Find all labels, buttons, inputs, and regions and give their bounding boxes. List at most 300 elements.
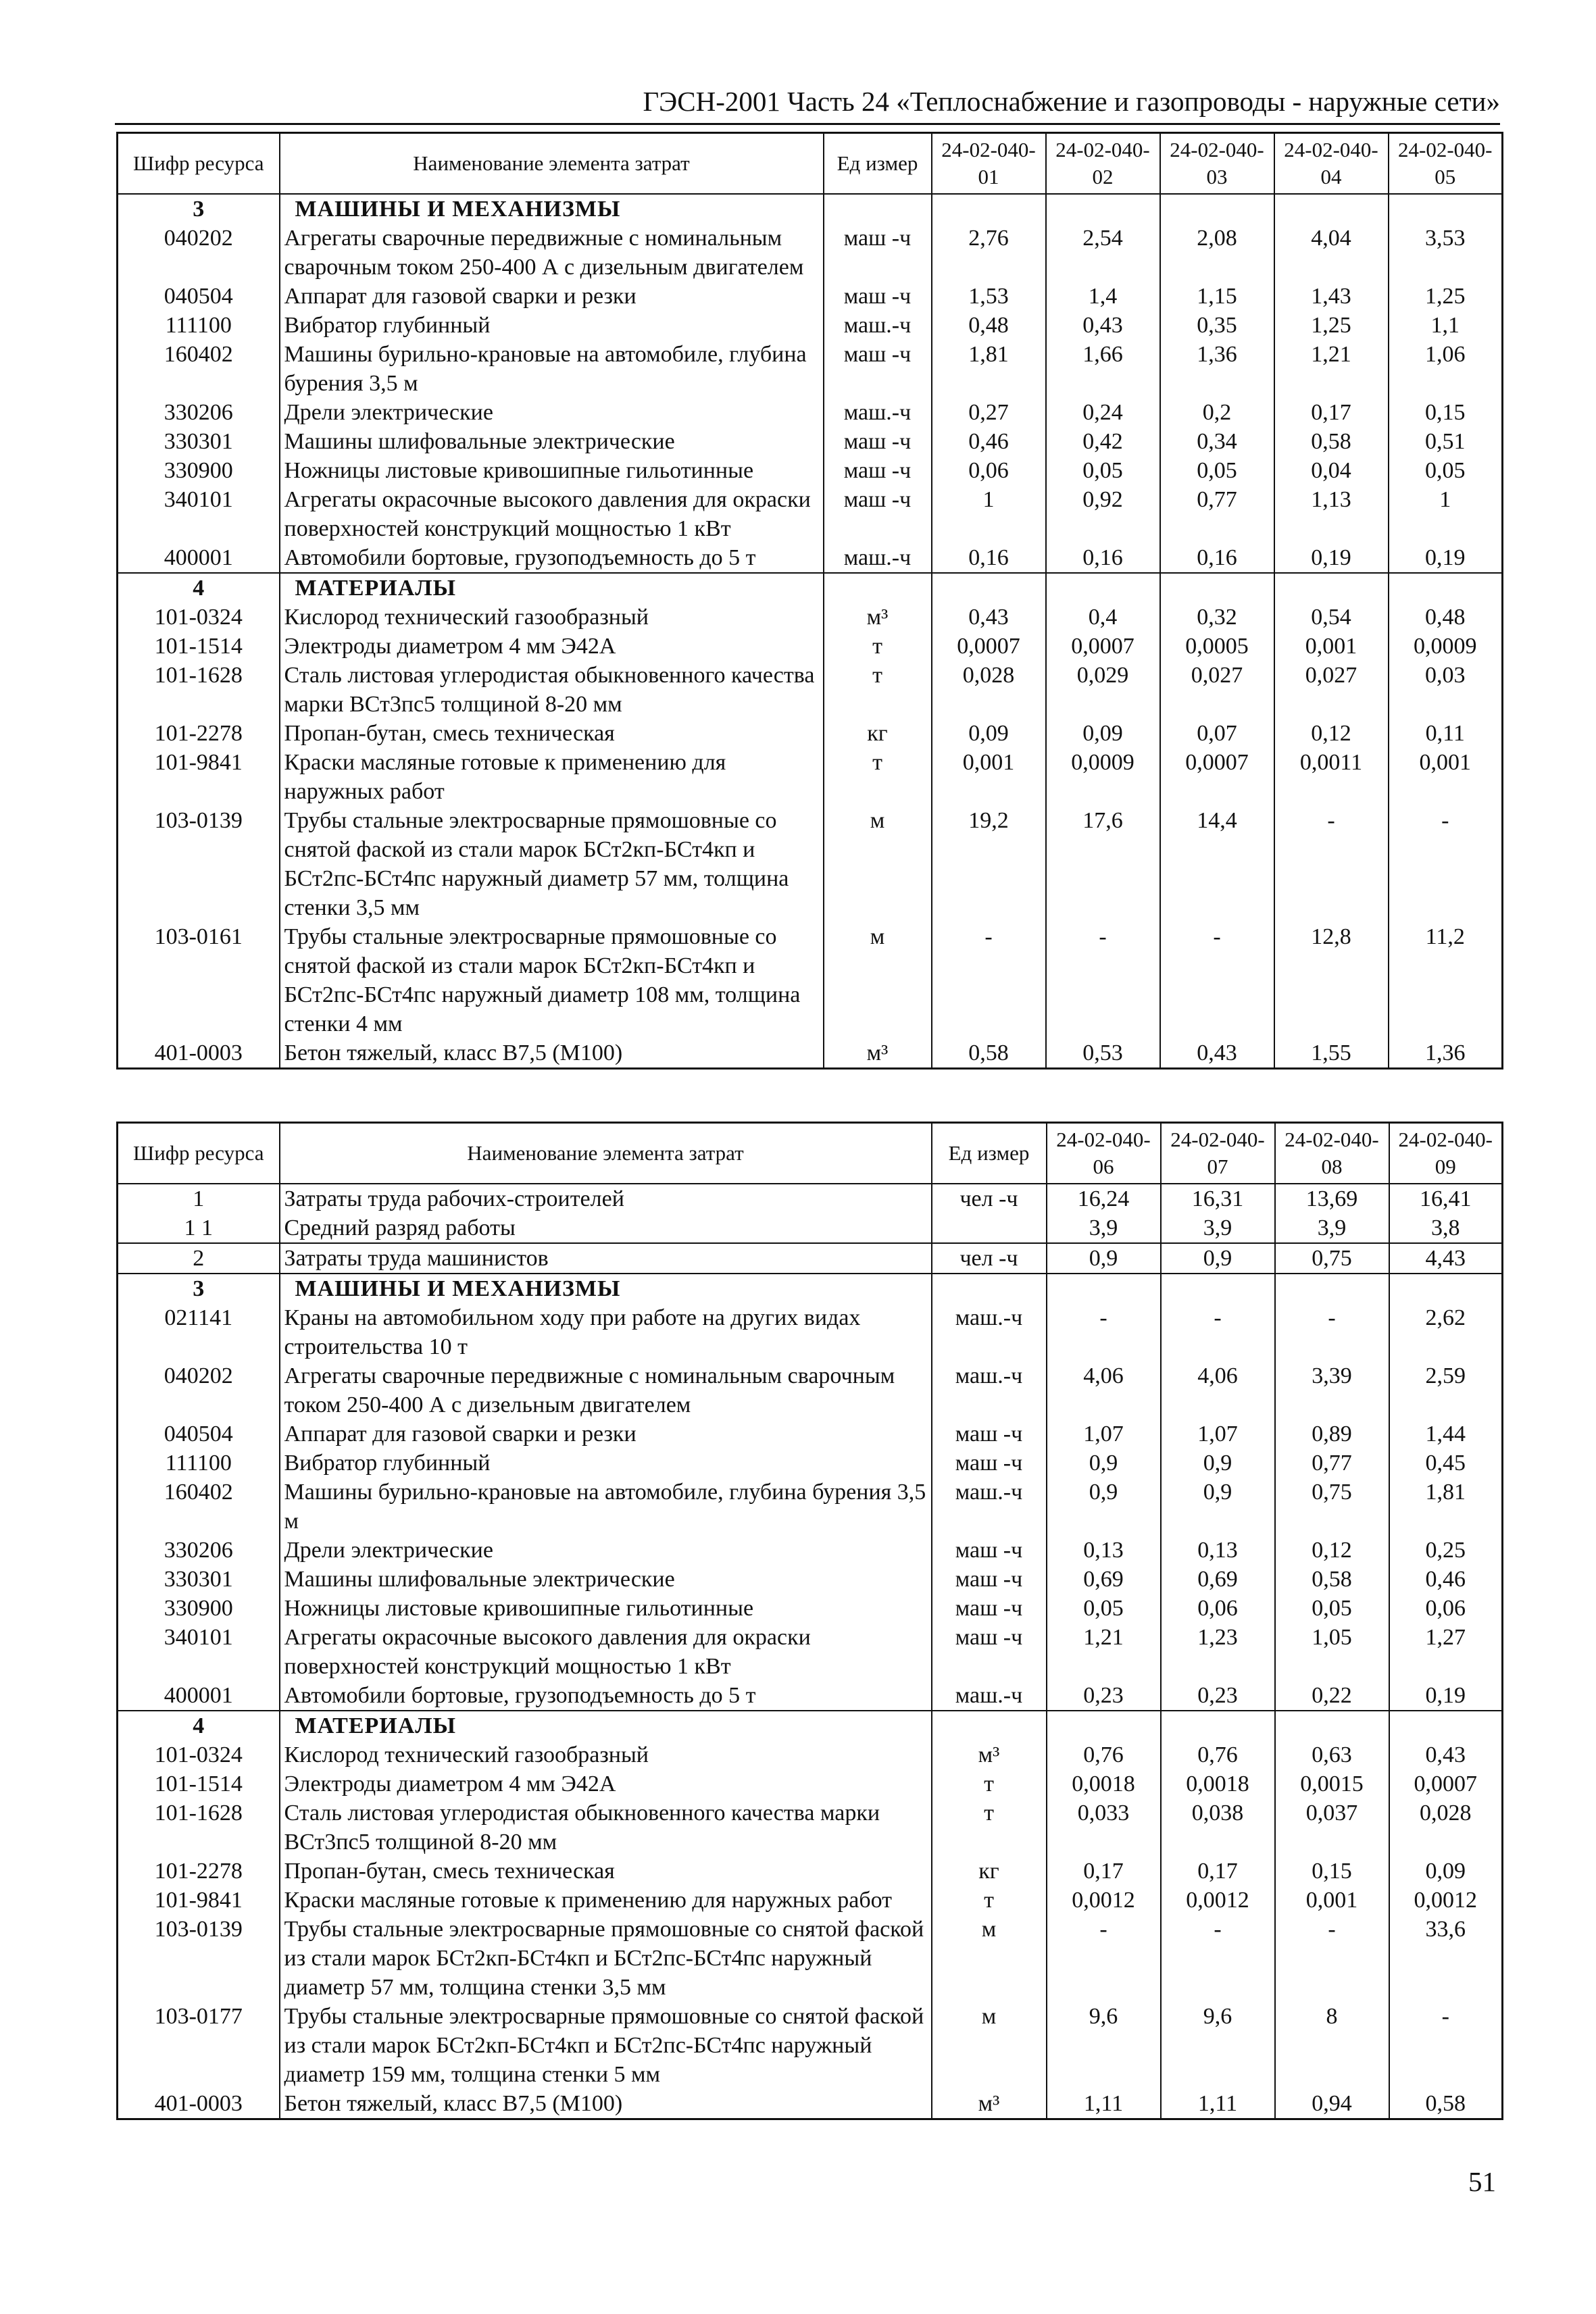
resource-value: 0,03 [1389, 661, 1503, 719]
table-row [118, 224, 1503, 282]
resource-value: 0,0007 [1046, 632, 1160, 661]
resource-value: 0,48 [1389, 603, 1503, 632]
resource-unit: маш -ч [932, 1565, 1047, 1594]
resource-value: 1,06 [1389, 340, 1503, 398]
resource-code: 330301 [118, 427, 280, 456]
resource-value: 0,45 [1389, 1449, 1503, 1478]
header-col: 24-02-040-04 [1274, 133, 1389, 195]
table-row [118, 1594, 1503, 1623]
resource-value: 0,75 [1275, 1478, 1389, 1536]
resource-value: 1,44 [1389, 1419, 1503, 1449]
resource-name: Краски масляные готовые к применению для наружных работ [280, 748, 824, 806]
resource-value: 0,11 [1389, 719, 1503, 748]
resource-value: 0,43 [1389, 1740, 1503, 1769]
resource-value [1389, 1711, 1503, 1740]
resource-value: 0,54 [1274, 603, 1389, 632]
resource-name: Вибратор глубинный [280, 1449, 932, 1478]
table-row [118, 1681, 1503, 1711]
resource-value: 0,89 [1275, 1419, 1389, 1449]
resource-value: 0,2 [1160, 398, 1274, 427]
resource-value [1161, 1711, 1275, 1740]
resource-value: 16,24 [1047, 1184, 1161, 1213]
header-col: 24-02-040-02 [1046, 133, 1160, 195]
resource-code: 330206 [118, 398, 280, 427]
resource-value: 0,16 [932, 543, 1046, 573]
resource-value: 13,69 [1275, 1184, 1389, 1213]
table-row [118, 1623, 1503, 1681]
resource-name: Трубы стальные электросварные прямошовные со снятой фаской из стали марок БСт2кп-БСт4кп и БСт2пс-БСт4пс наружный диаметр 108 мм, толщина стенки 4 мм [280, 922, 824, 1038]
resource-value [1275, 1711, 1389, 1740]
table-row [118, 748, 1503, 806]
table-row [118, 1857, 1503, 1886]
resource-value: 0,0007 [1160, 748, 1274, 806]
resource-unit: т [824, 661, 932, 719]
resource-value: - [932, 922, 1046, 1038]
resource-name: Пропан-бутан, смесь техническая [280, 1857, 932, 1886]
table-row [118, 485, 1503, 543]
resource-value: 2,76 [932, 224, 1046, 282]
resource-unit: маш -ч [932, 1594, 1047, 1623]
resource-value [1046, 573, 1160, 603]
resource-unit: маш -ч [824, 485, 932, 543]
resource-value: 16,41 [1389, 1184, 1503, 1213]
resource-name: Автомобили бортовые, грузоподъемность до 5 т [280, 1681, 932, 1711]
resource-unit: т [932, 1799, 1047, 1857]
resource-unit: маш -ч [824, 427, 932, 456]
resource-value: 19,2 [932, 806, 1046, 922]
resource-value: 1,21 [1274, 340, 1389, 398]
resource-value: 0,16 [1046, 543, 1160, 573]
table-row [118, 1478, 1503, 1536]
resource-value [1275, 1274, 1389, 1303]
resource-unit: м [932, 2002, 1047, 2089]
resource-value: 1,1 [1389, 311, 1503, 340]
table-row [118, 543, 1503, 573]
resource-unit: м³ [824, 603, 932, 632]
resource-value: 0,58 [1389, 2089, 1503, 2119]
resource-value: 0,58 [1274, 427, 1389, 456]
resource-value: 0,35 [1160, 311, 1274, 340]
resource-code: 330900 [118, 1594, 280, 1623]
resource-unit [824, 194, 932, 224]
resource-code: 101-0324 [118, 603, 280, 632]
resource-value: 0,51 [1389, 427, 1503, 456]
resource-value: 0,19 [1389, 543, 1503, 573]
resource-value: 0,05 [1275, 1594, 1389, 1623]
table-row [118, 922, 1503, 1038]
resource-value: 16,31 [1161, 1184, 1275, 1213]
resource-name: Кислород технический газообразный [280, 603, 824, 632]
resource-unit: маш -ч [824, 340, 932, 398]
resource-value: 1,11 [1161, 2089, 1275, 2119]
resource-unit: чел -ч [932, 1243, 1047, 1274]
page-header [115, 81, 1500, 125]
resource-value [1274, 573, 1389, 603]
table-row [118, 1799, 1503, 1857]
resource-code: 040202 [118, 224, 280, 282]
resource-value: 8 [1275, 2002, 1389, 2089]
resource-value: 0,63 [1275, 1740, 1389, 1769]
resource-unit: м [824, 806, 932, 922]
resource-unit: м [824, 922, 932, 1038]
resource-code: 101-1514 [118, 632, 280, 661]
page-header-title: ГЭСН-2001 Часть 24 «Теплоснабжение и газопроводы - наружные сети» [643, 86, 1500, 117]
resource-value: - [1275, 1915, 1389, 2002]
resource-unit: маш -ч [932, 1623, 1047, 1681]
resource-value: 0,94 [1275, 2089, 1389, 2119]
resource-value: 0,0007 [932, 632, 1046, 661]
resource-code: 040504 [118, 1419, 280, 1449]
resource-value: 0,05 [1047, 1594, 1161, 1623]
resource-unit: кг [932, 1857, 1047, 1886]
resource-unit: т [932, 1769, 1047, 1799]
resource-name: Машины бурильно-крановые на автомобиле, глубина бурения 3,5 м [280, 1478, 932, 1536]
resource-value: 0,0018 [1161, 1769, 1275, 1799]
resource-value: 0,12 [1274, 719, 1389, 748]
resource-value [932, 194, 1046, 224]
resource-value: 0,0015 [1275, 1769, 1389, 1799]
resource-unit: маш.-ч [932, 1303, 1047, 1361]
resource-value: 0,42 [1046, 427, 1160, 456]
resource-name: Агрегаты сварочные передвижные с номинальным сварочным током 250-400 А с дизельным двигателем [280, 224, 824, 282]
resource-unit: маш.-ч [932, 1681, 1047, 1711]
resource-name: Средний разряд работы [280, 1213, 932, 1243]
resource-name: Дрели электрические [280, 398, 824, 427]
resource-value: 0,0018 [1047, 1769, 1161, 1799]
resource-code: 340101 [118, 485, 280, 543]
table-row [118, 282, 1503, 311]
resource-value [1046, 194, 1160, 224]
resource-value: 1,15 [1160, 282, 1274, 311]
resource-value: 1,13 [1274, 485, 1389, 543]
resource-value: 3,8 [1389, 1213, 1503, 1243]
header-unit: Ед измер [824, 133, 932, 195]
resource-unit: маш -ч [824, 224, 932, 282]
resource-value: 0,0009 [1389, 632, 1503, 661]
resource-value: - [1160, 922, 1274, 1038]
resource-value: 9,6 [1161, 2002, 1275, 2089]
resource-value: 3,39 [1275, 1361, 1389, 1419]
table-row [118, 1536, 1503, 1565]
resource-value: 0,027 [1274, 661, 1389, 719]
resource-name: Кислород технический газообразный [280, 1740, 932, 1769]
resource-value: 0,9 [1047, 1478, 1161, 1536]
resource-value: 1,05 [1275, 1623, 1389, 1681]
resource-value: - [1046, 922, 1160, 1038]
table-row [118, 1419, 1503, 1449]
resource-value: 1,43 [1274, 282, 1389, 311]
resource-unit: маш -ч [932, 1419, 1047, 1449]
resource-code: 101-9841 [118, 748, 280, 806]
header-col: 24-02-040-07 [1161, 1123, 1275, 1184]
resource-value [1161, 1274, 1275, 1303]
resource-code: 103-0139 [118, 1915, 280, 2002]
resource-value: 0,22 [1275, 1681, 1389, 1711]
resource-value: 0,12 [1275, 1536, 1389, 1565]
resource-value: 0,9 [1047, 1449, 1161, 1478]
resource-unit [932, 1213, 1047, 1243]
table-row [118, 1361, 1503, 1419]
resource-unit: кг [824, 719, 932, 748]
resource-value: 0,92 [1046, 485, 1160, 543]
resource-code: 330206 [118, 1536, 280, 1565]
section-row [118, 1274, 1503, 1303]
table-2-header [118, 1123, 1503, 1184]
resource-value: 0,43 [1160, 1038, 1274, 1069]
resource-value: - [1047, 1915, 1161, 2002]
resource-value [1047, 1711, 1161, 1740]
resource-value: 1 [932, 485, 1046, 543]
resource-value [1160, 194, 1274, 224]
resource-value: 4,43 [1389, 1243, 1503, 1274]
table-row [118, 1184, 1503, 1213]
resource-value: 0,23 [1047, 1681, 1161, 1711]
resource-unit: м [932, 1915, 1047, 2002]
resource-value: 0,19 [1389, 1681, 1503, 1711]
resource-value: 3,53 [1389, 224, 1503, 282]
header-col: 24-02-040-01 [932, 133, 1046, 195]
resource-code: 1 1 [118, 1213, 280, 1243]
header-col: 24-02-040-08 [1275, 1123, 1389, 1184]
resource-name: Краски масляные готовые к применению для наружных работ [280, 1886, 932, 1915]
resource-name: Аппарат для газовой сварки и резки [280, 1419, 932, 1449]
resource-value: 0,027 [1160, 661, 1274, 719]
resource-value: 0,17 [1274, 398, 1389, 427]
resource-value: 1,27 [1389, 1623, 1503, 1681]
resource-value: - [1275, 1303, 1389, 1361]
resource-value: 17,6 [1046, 806, 1160, 922]
resource-value: 0,05 [1160, 456, 1274, 485]
page-number: 51 [1468, 2166, 1496, 2197]
resource-value: 1,07 [1047, 1419, 1161, 1449]
resource-value [932, 573, 1046, 603]
resource-value: 0,13 [1047, 1536, 1161, 1565]
resource-name: МАШИНЫ И МЕХАНИЗМЫ [280, 1274, 932, 1303]
resource-value: 0,029 [1046, 661, 1160, 719]
resource-value: - [1047, 1303, 1161, 1361]
resource-value: 0,76 [1161, 1740, 1275, 1769]
resource-value: 0,001 [1389, 748, 1503, 806]
resource-name: Автомобили бортовые, грузоподъемность до 5 т [280, 543, 824, 573]
resource-value: 0,033 [1047, 1799, 1161, 1857]
resource-value: - [1389, 2002, 1503, 2089]
resource-value: 0,9 [1047, 1243, 1161, 1274]
resource-unit: чел -ч [932, 1184, 1047, 1213]
table-row [118, 806, 1503, 922]
resource-value: 0,037 [1275, 1799, 1389, 1857]
resource-value: 3,9 [1161, 1213, 1275, 1243]
resource-code: 330900 [118, 456, 280, 485]
table-row [118, 632, 1503, 661]
resource-value: 0,0009 [1046, 748, 1160, 806]
resource-value: 0,16 [1160, 543, 1274, 573]
resource-value: 1,53 [932, 282, 1046, 311]
table-row [118, 1915, 1503, 2002]
resource-code: 400001 [118, 543, 280, 573]
resource-unit: маш.-ч [824, 311, 932, 340]
resource-value: - [1161, 1303, 1275, 1361]
header-name: Наименование элемента затрат [280, 1123, 932, 1184]
resource-value [1389, 194, 1503, 224]
resource-code: 040202 [118, 1361, 280, 1419]
resource-unit: маш -ч [932, 1449, 1047, 1478]
header-col: 24-02-040-05 [1389, 133, 1503, 195]
resource-name: Затраты труда рабочих-строителей [280, 1184, 932, 1213]
resource-code: 4 [118, 573, 280, 603]
resource-value: 0,43 [1046, 311, 1160, 340]
section-row [118, 194, 1503, 224]
resource-value: 0,4 [1046, 603, 1160, 632]
resource-value: 1,25 [1274, 311, 1389, 340]
table-row [118, 1740, 1503, 1769]
resource-unit: маш -ч [932, 1536, 1047, 1565]
header-col: 24-02-040-09 [1389, 1123, 1503, 1184]
resource-value: 0,15 [1389, 398, 1503, 427]
resource-code: 401-0003 [118, 1038, 280, 1069]
resource-name: Машины шлифовальные электрические [280, 1565, 932, 1594]
resource-value: 0,07 [1160, 719, 1274, 748]
resource-value: 0,23 [1161, 1681, 1275, 1711]
resource-value: 0,0011 [1274, 748, 1389, 806]
header-code: Шифр ресурса [118, 133, 280, 195]
resource-value: 0,24 [1046, 398, 1160, 427]
table-row [118, 340, 1503, 398]
header-col: 24-02-040-06 [1047, 1123, 1161, 1184]
table-row [118, 1886, 1503, 1915]
resource-value: 3,9 [1275, 1213, 1389, 1243]
resource-value: 12,8 [1274, 922, 1389, 1038]
resource-value: 0,06 [932, 456, 1046, 485]
resource-value: - [1161, 1915, 1275, 2002]
resource-code: 4 [118, 1711, 280, 1740]
resource-value: 0,04 [1274, 456, 1389, 485]
resource-value: 0,9 [1161, 1478, 1275, 1536]
resource-value: 0,028 [932, 661, 1046, 719]
resource-value: 0,09 [932, 719, 1046, 748]
header-unit: Ед измер [932, 1123, 1047, 1184]
resource-name: Ножницы листовые кривошипные гильотинные [280, 456, 824, 485]
table-1-header [118, 133, 1503, 195]
resource-code: 021141 [118, 1303, 280, 1361]
resource-unit: маш -ч [824, 456, 932, 485]
table-row [118, 1303, 1503, 1361]
resource-value: 0,0012 [1047, 1886, 1161, 1915]
resource-code: 2 [118, 1243, 280, 1274]
resource-name: Аппарат для газовой сварки и резки [280, 282, 824, 311]
resource-value: 0,06 [1389, 1594, 1503, 1623]
resource-unit [932, 1274, 1047, 1303]
resource-unit: маш.-ч [824, 398, 932, 427]
resource-code: 103-0161 [118, 922, 280, 1038]
resource-name: Электроды диаметром 4 мм Э42А [280, 632, 824, 661]
table-row [118, 1243, 1503, 1274]
section-row [118, 573, 1503, 603]
resource-value: 1,21 [1047, 1623, 1161, 1681]
resource-name: Затраты труда машинистов [280, 1243, 932, 1274]
table-row [118, 311, 1503, 340]
resource-name: Бетон тяжелый, класс В7,5 (М100) [280, 2089, 932, 2119]
resource-value: 0,32 [1160, 603, 1274, 632]
resource-code: 040504 [118, 282, 280, 311]
resource-value: 0,48 [932, 311, 1046, 340]
resource-value: 0,0007 [1389, 1769, 1503, 1799]
table-row [118, 427, 1503, 456]
resource-value [1274, 194, 1389, 224]
resource-value: 0,09 [1046, 719, 1160, 748]
resource-value: 0,43 [932, 603, 1046, 632]
resource-name: Трубы стальные электросварные прямошовные со снятой фаской из стали марок БСт2кп-БСт4кп и БСт2пс-БСт4пс наружный диаметр 159 мм, толщина стенки 5 мм [280, 2002, 932, 2089]
resource-value: 0,9 [1161, 1449, 1275, 1478]
header-col: 24-02-040-03 [1160, 133, 1274, 195]
resource-code: 103-0177 [118, 2002, 280, 2089]
resource-code: 101-1514 [118, 1769, 280, 1799]
resource-value: 1,36 [1160, 340, 1274, 398]
table-row [118, 1213, 1503, 1243]
resource-value: 0,05 [1389, 456, 1503, 485]
resource-code: 160402 [118, 1478, 280, 1536]
resource-value: 0,58 [1275, 1565, 1389, 1594]
resource-value: 0,15 [1275, 1857, 1389, 1886]
resource-value: 0,75 [1275, 1243, 1389, 1274]
resource-name: Дрели электрические [280, 1536, 932, 1565]
resource-value: 0,038 [1161, 1799, 1275, 1857]
table-row [118, 719, 1503, 748]
resource-unit: м³ [932, 2089, 1047, 2119]
resource-code: 101-1628 [118, 1799, 280, 1857]
resource-value: 1,36 [1389, 1038, 1503, 1069]
table-1-body [118, 194, 1503, 1069]
resource-value: 0,0012 [1389, 1886, 1503, 1915]
resource-value: 1,25 [1389, 282, 1503, 311]
resource-value: 0,06 [1161, 1594, 1275, 1623]
resource-value: 0,0005 [1160, 632, 1274, 661]
resource-value: 9,6 [1047, 2002, 1161, 2089]
resource-code: 330301 [118, 1565, 280, 1594]
resource-table-2 [116, 1122, 1503, 2120]
resource-value: 0,77 [1275, 1449, 1389, 1478]
resource-value: 4,06 [1047, 1361, 1161, 1419]
resource-value: 0,001 [1275, 1886, 1389, 1915]
resource-value: - [1389, 806, 1503, 922]
resource-value: 0,76 [1047, 1740, 1161, 1769]
resource-code: 101-2278 [118, 719, 280, 748]
resource-value: 11,2 [1389, 922, 1503, 1038]
table-row [118, 1449, 1503, 1478]
resource-value: 0,53 [1046, 1038, 1160, 1069]
table-row [118, 1769, 1503, 1799]
table-row [118, 603, 1503, 632]
table-row [118, 1038, 1503, 1069]
resource-value: 0,17 [1161, 1857, 1275, 1886]
resource-value: 0,27 [932, 398, 1046, 427]
resource-value [1389, 573, 1503, 603]
resource-name: Сталь листовая углеродистая обыкновенного качества марки ВСт3пс5 толщиной 8-20 мм [280, 1799, 932, 1857]
resource-value: 2,54 [1046, 224, 1160, 282]
resource-value: 0,46 [1389, 1565, 1503, 1594]
table-row [118, 398, 1503, 427]
resource-value: 0,028 [1389, 1799, 1503, 1857]
resource-name: Краны на автомобильном ходу при работе на других видах строительства 10 т [280, 1303, 932, 1361]
resource-name: Агрегаты окрасочные высокого давления для окраски поверхностей конструкций мощностью 1 кВт [280, 1623, 932, 1681]
resource-code: 160402 [118, 340, 280, 398]
table-row [118, 2089, 1503, 2119]
resource-value: 0,77 [1160, 485, 1274, 543]
resource-code: 401-0003 [118, 2089, 280, 2119]
resource-name: МАТЕРИАЛЫ [280, 573, 824, 603]
resource-value: 2,08 [1160, 224, 1274, 282]
resource-value: 33,6 [1389, 1915, 1503, 2002]
resource-value: 0,69 [1161, 1565, 1275, 1594]
